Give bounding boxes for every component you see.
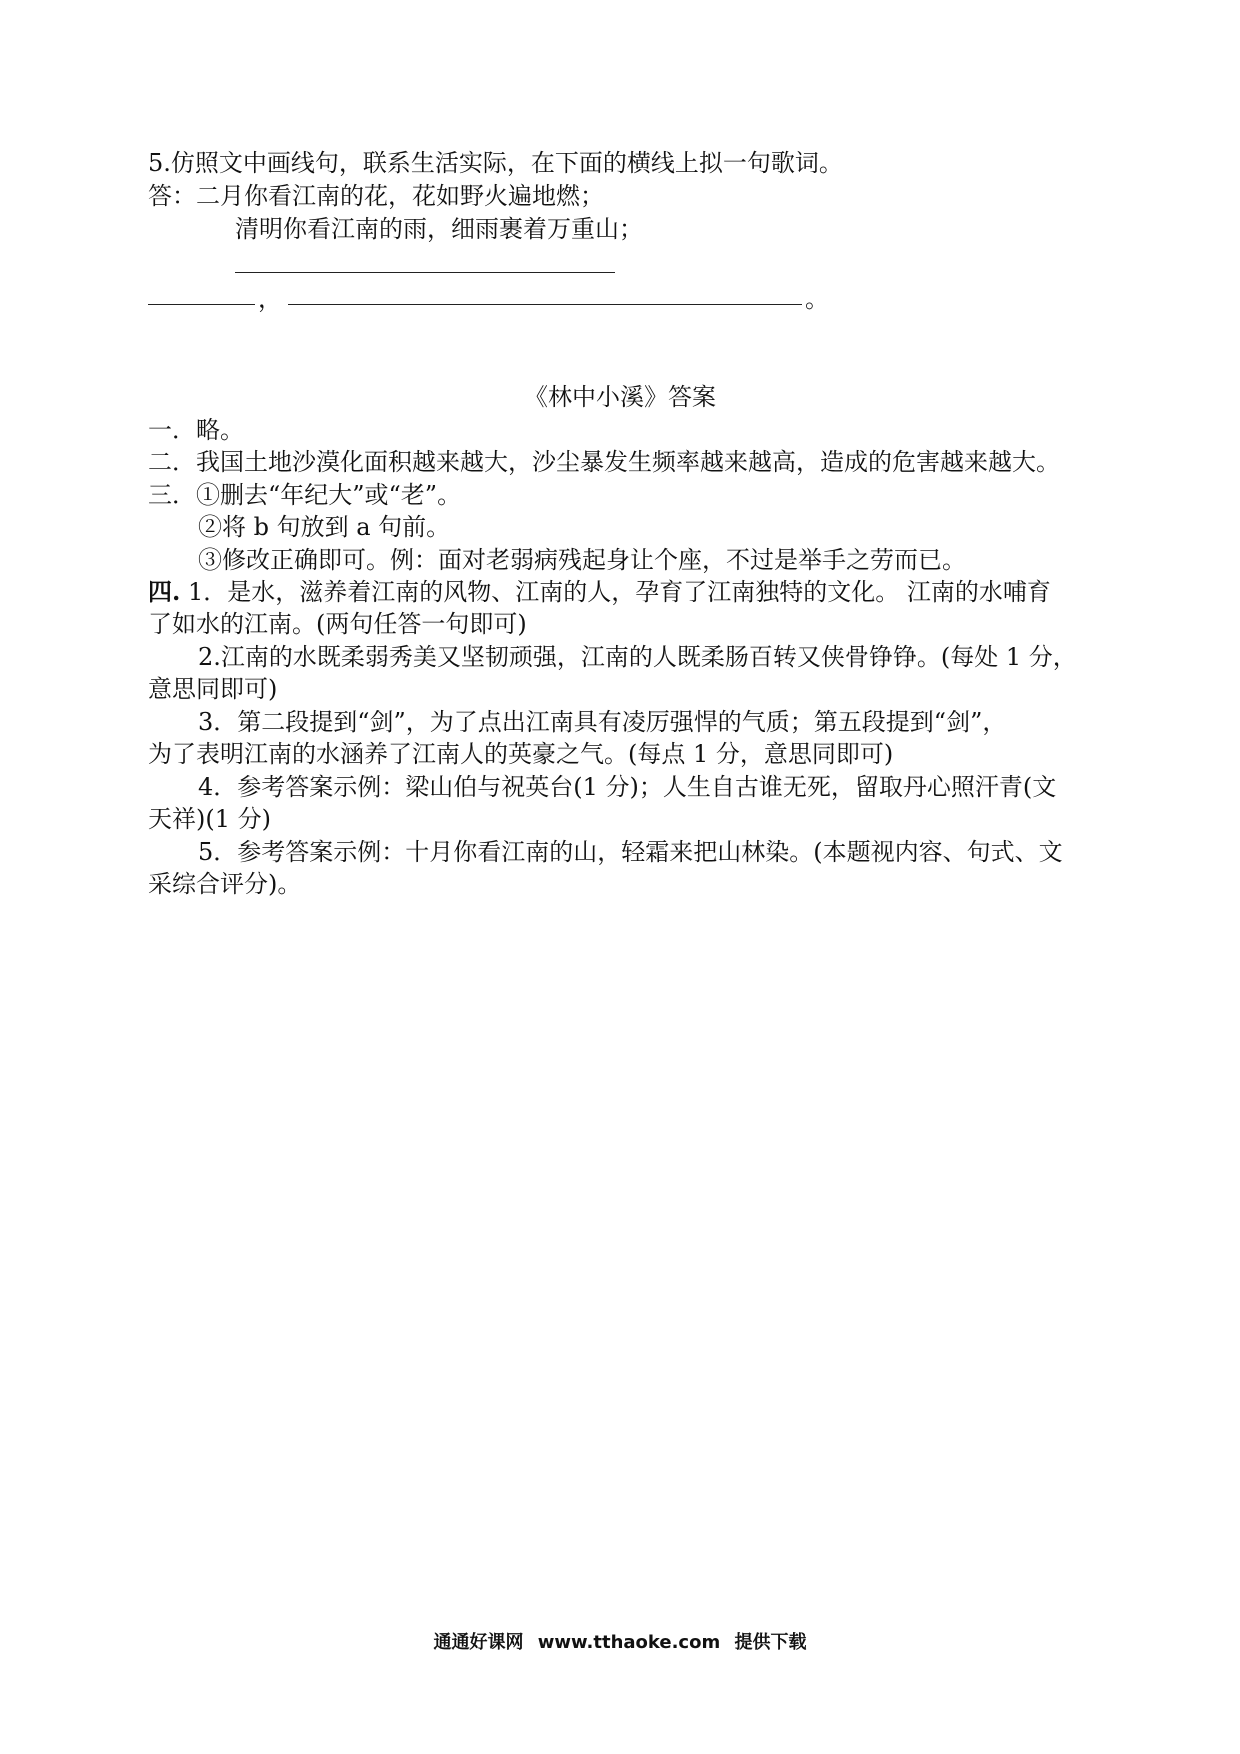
answer-4-1-line-1: 1．是水，滋养着江南的风物、江南的人，孕育了江南独特的文化。 江南的水哺育 xyxy=(188,578,1051,606)
answer-4-1-line-2: 了如水的江南。(两句任答一句即可) xyxy=(148,610,527,638)
blank-line-1 xyxy=(235,272,615,273)
answer-3-item-2: ②将 b 句放到 a 句前。 xyxy=(198,513,451,541)
q5-period: 。 xyxy=(805,285,829,313)
answer-4-4-line-2: 天祥)(1 分) xyxy=(148,805,271,833)
answer-4-5-line-1: 5．参考答案示例：十月你看江南的山，轻霜来把山林染。(本题视内容、句式、文 xyxy=(198,838,1063,866)
answer-4-5-line-2: 采综合评分)。 xyxy=(148,870,302,898)
answer-4-label: 四. xyxy=(148,577,181,606)
answer-3-item-1: 三．①删去“年纪大”或“老”。 xyxy=(148,481,462,509)
blank-line-3 xyxy=(288,304,802,305)
answer-1: 一．略。 xyxy=(148,416,244,444)
answer-4-2-line-2: 意思同即可) xyxy=(148,675,278,703)
q5-answer-line-1: 答：二月你看江南的花，花如野火遍地燃； xyxy=(148,182,604,210)
answer-4-4-line-1: 4．参考答案示例：梁山伯与祝英台(1 分)；人生自古谁无死，留取丹心照汗青(文 xyxy=(198,773,1057,801)
answer-4-3-line-1: 3．第二段提到“剑”，为了点出江南具有凌厉强悍的气质；第五段提到“剑”， xyxy=(198,708,1007,736)
blank-line-2 xyxy=(148,304,255,305)
answer-3-item-3: ③修改正确即可。例：面对老弱病残起身让个座，不过是举手之劳而已。 xyxy=(198,546,966,574)
answers-title: 《林中小溪》答案 xyxy=(524,383,716,411)
answer-4-2-line-1: 2.江南的水既柔弱秀美又坚韧顽强，江南的人既柔肠百转又侠骨铮铮。(每处 1 分， xyxy=(198,643,1077,671)
page-footer xyxy=(0,1628,1240,1654)
q5-comma: ， xyxy=(258,285,282,313)
footer-site-name: 通通好课网 xyxy=(433,1632,524,1653)
answer-2: 二．我国土地沙漠化面积越来越大，沙尘暴发生频率越来越高，造成的危害越来越大。 xyxy=(148,448,1060,476)
q5-prompt: 5.仿照文中画线句，联系生活实际，在下面的横线上拟一句歌词。 xyxy=(148,149,843,177)
q5-answer-line-2: 清明你看江南的雨，细雨裹着万重山； xyxy=(235,215,643,243)
footer-url-link[interactable]: www.tthaoke.com xyxy=(537,1632,721,1653)
footer-suffix: 提供下载 xyxy=(734,1632,807,1653)
answer-4-3-line-2: 为了表明江南的水涵养了江南人的英豪之气。(每点 1 分，意思同即可) xyxy=(148,740,894,768)
